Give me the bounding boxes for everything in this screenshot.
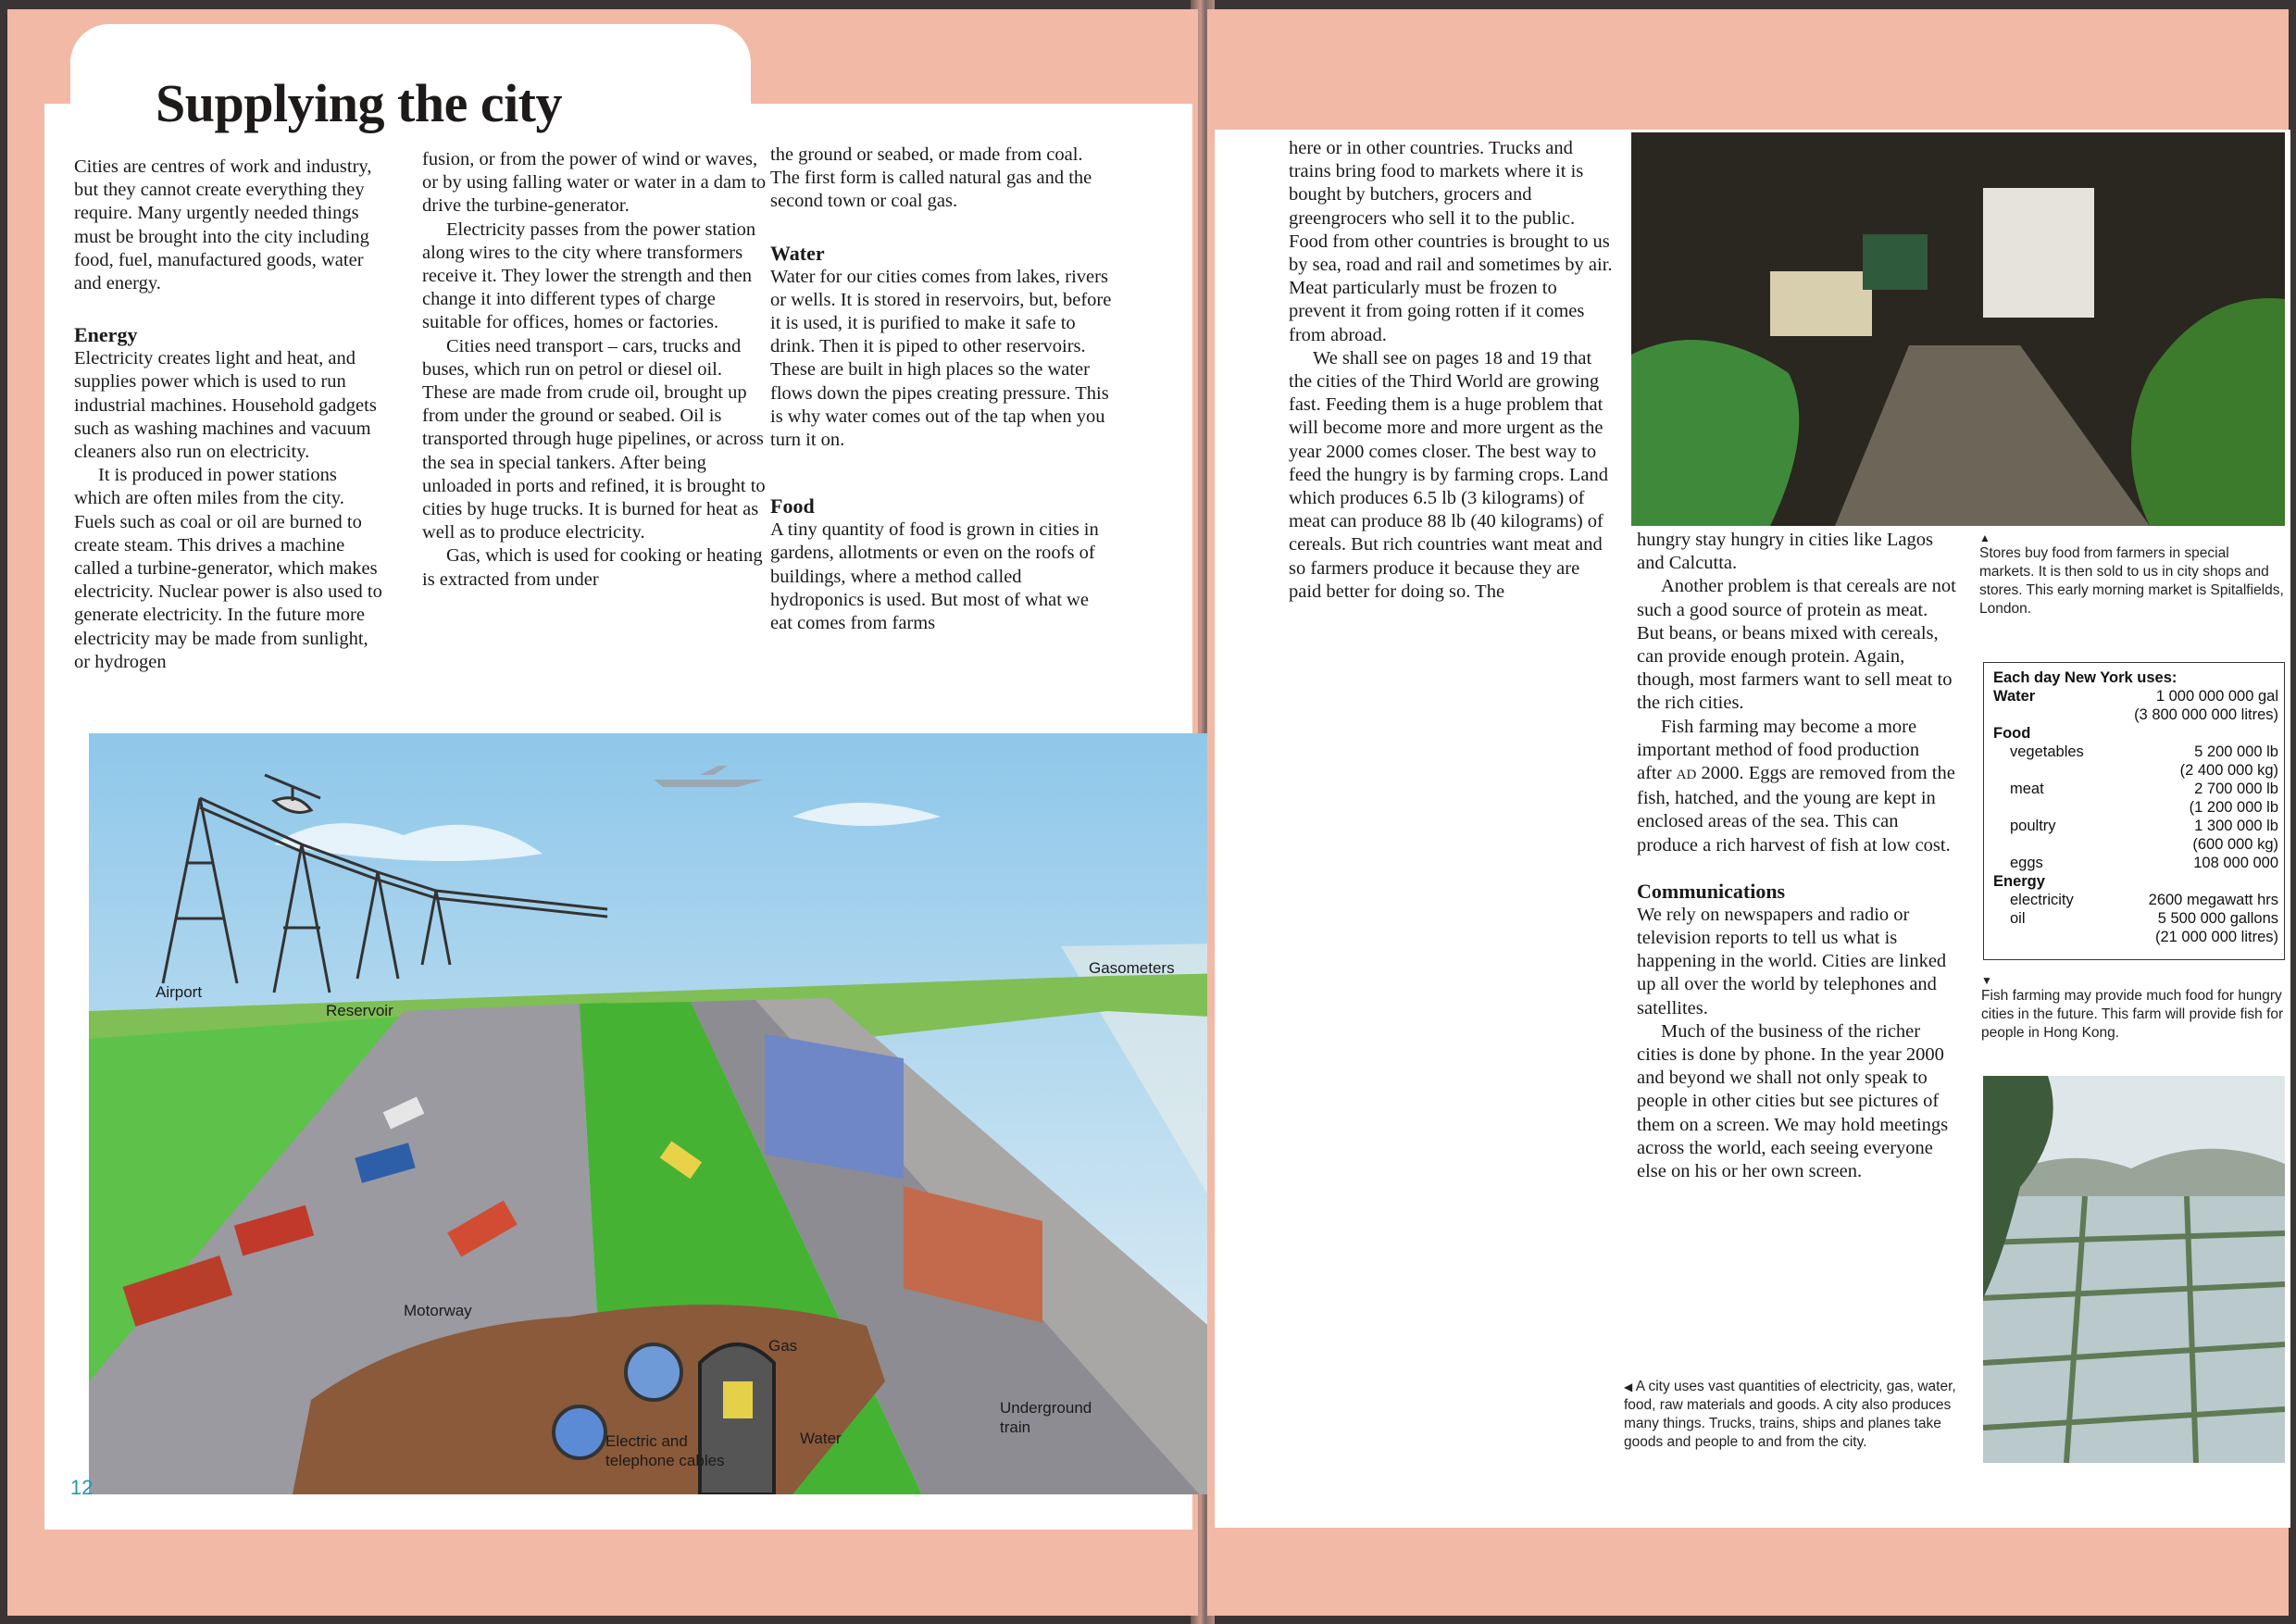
page-title: Supplying the city (156, 73, 562, 133)
ny-usage-value (2103, 872, 2278, 891)
market-photo (1631, 132, 2285, 526)
ny-usage-label (1993, 798, 2103, 817)
fish-farming-text-b: 2000. Eggs are removed from the fish, hatched, and the young are kept in enclosed areas of the sea. This can produce a rich harvest of fish at low cost. (1637, 763, 1955, 856)
energy-paragraph-1: Electricity creates light and heat, and supplies power which is used to run industrial machines. Household gadgets such as washing machines and vacuum cleaners also run on electricity. (74, 348, 377, 463)
column-2 (422, 148, 767, 592)
ny-usage-table (1993, 687, 2278, 946)
ny-usage-label: poultry (2010, 818, 2056, 834)
ny-usage-box (1983, 662, 2285, 960)
fish-farm-photo (1983, 1076, 2285, 1463)
ny-usage-value (2103, 724, 2278, 743)
column-4-paragraph-2: We shall see on pages 18 and 19 that the cities of the Third World are growing fast. Feeding them is a huge problem that will become more and more urgent as the year 2000 comes closer. The best way to feed the hungry is by farming crops. Land which produces 6.5 lb (3 kilograms) of meat can produce 88 lb (40 kilograms) of cereals. But rich countries want meat and so farmers produce it because they are paid better for doing so. The (1289, 347, 1608, 602)
ny-usage-row (1993, 872, 2278, 891)
label-water: Water (800, 1430, 842, 1447)
ny-usage-label: Energy (1993, 873, 2045, 890)
market-caption-text: Stores buy food from farmers in special markets. It is then sold to us in city shops and stores. This early morning market is Spitalfields, London. (1979, 545, 2284, 617)
fish-farm-caption (1981, 974, 2287, 1043)
ny-usage-row (1993, 854, 2278, 872)
city-caption (1624, 1378, 1974, 1452)
label-airport: Airport (156, 983, 203, 1001)
food-paragraph: A tiny quantity of food is grown in cities in gardens, allotments or even on the roofs of buildings, where a method called hydroponics is used. But most of what we eat comes from farms (770, 519, 1099, 634)
ny-usage-row (1993, 835, 2278, 854)
ny-usage-label: eggs (2010, 855, 2043, 871)
green-produce-left (1631, 340, 1799, 526)
ny-usage-row (1993, 706, 2278, 724)
ny-usage-row (1993, 687, 2278, 706)
ny-usage-label: meat (2010, 781, 2044, 797)
underground-train (723, 1381, 753, 1418)
ny-usage-value: 5 200 000 lb (2194, 743, 2278, 760)
ny-usage-label (1993, 928, 2103, 946)
market-lorry (1863, 234, 1928, 290)
ny-usage-value: (600 000 kg) (2192, 836, 2278, 853)
water-heading: Water (770, 241, 825, 265)
column-5-paragraph-1: hungry stay hungry in cities like Lagos and Calcutta. (1637, 530, 1933, 574)
communications-paragraph-2: Much of the business of the richer cities is done by phone. In the year 2000 and beyond we shall not only speak to people in other cities but see pictures of them on a screen. We may hold meetings across the world, each seeing everyone else on his or her own screen. (1637, 1020, 1949, 1182)
ny-usage-label: Water (1993, 688, 2036, 705)
energy-paragraph-2: It is produced in power stations which are often miles from the city. Fuels such as coal or oil are burned to create steam. This drives a machine called a turbine-generator, which makes electricity. Nuclear power is also used to generate electricity. In the future more electricity may be made from sunlight, or hydrogen (74, 465, 382, 672)
column-2-paragraph-3: Cities need transport – cars, trucks and buses, which run on petrol or diesel oil. These are made from crude oil, brought up from under the ground or seabed. Oil is transported through huge pipelines, or across the sea in special tankers. After being unloaded in ports and refined, it is brought to cities by huge trucks. It is burned for heat as well as to produce electricity. (422, 335, 766, 543)
label-cables: Electric and telephone cables (605, 1432, 725, 1469)
ny-usage-value: 2 700 000 lb (2194, 781, 2278, 797)
ny-usage-row (1993, 891, 2278, 909)
food-heading: Food (770, 494, 815, 518)
water-paragraph: Water for our cities comes from lakes, rivers or wells. It is stored in reservoirs, but, before it is used, it is purified to make it safe to drink. Then it is piped to other reservoirs. These are built in high places so the water flows down the pipes creating pressure. This is why water comes out of the tap when you turn it on. (770, 266, 1112, 451)
ny-usage-value: 1 300 000 lb (2194, 818, 2278, 834)
column-2-paragraph-1: fusion, or from the power of wind or waves, or by using falling water or water in a dam to drive the turbine-generator. (422, 149, 767, 217)
ny-usage-row (1993, 724, 2278, 743)
intro-paragraph: Cities are centres of work and industry, but they cannot create everything they require. Many urgently needed things must be brought into the city including food, fuel, manufactured goods, water and energy. (74, 156, 372, 294)
office-building (765, 1034, 904, 1179)
ny-usage-value: (3 800 000 000 litres) (2134, 706, 2278, 723)
ny-usage-value: (2 400 000 kg) (2179, 762, 2278, 779)
communications-heading: Communications (1637, 879, 1786, 903)
column-3 (770, 144, 1113, 635)
city-caption-text: A city uses vast quantities of electricity, gas, water, food, raw materials and goods. A city also produces many things. Trucks, trains, ships and planes take goods and people to and from the city. (1624, 1379, 1956, 1450)
ny-usage-label: oil (2010, 910, 2026, 927)
ny-usage-value: 108 000 000 (2193, 855, 2278, 871)
ny-usage-row (1993, 817, 2278, 835)
market-crates (1770, 271, 1872, 336)
ny-usage-row (1993, 798, 2278, 817)
market-caption (1979, 531, 2285, 618)
ny-usage-label (1993, 835, 2103, 854)
ny-usage-value: (1 200 000 lb (2189, 799, 2278, 816)
communications-paragraph-1: We rely on newspapers and radio or television reports to tell us what is happening in the world. Cities are linked up all over the world by telephones and satellites. (1637, 904, 1947, 1018)
column-5 (1637, 529, 1956, 1183)
label-gasometers: Gasometers (1089, 959, 1175, 977)
column-2-paragraph-2: Electricity passes from the power station along wires to the city where transformers receive it. They lower the strength and then change it into different types of charge suitable for offices, homes or factories. (422, 219, 756, 333)
ny-usage-label: Food (1993, 725, 2031, 742)
ny-usage-value: (21 000 000 litres) (2155, 929, 2278, 945)
ny-usage-label (1993, 761, 2103, 780)
ny-usage-value: 1 000 000 000 gal (2155, 688, 2278, 705)
ny-usage-value: 5 500 000 gallons (2157, 910, 2278, 927)
column-5-paragraph-3 (1637, 716, 1956, 857)
caption-down-arrow: ▼ (1981, 974, 1992, 987)
label-reservoir: Reservoir (326, 1002, 393, 1019)
water-pipe (554, 1406, 605, 1458)
label-motorway: Motorway (404, 1302, 472, 1319)
caption-up-arrow: ▲ (1979, 531, 1990, 544)
energy-heading: Energy (74, 323, 138, 347)
column-3-paragraph-1: the ground or seabed, or made from coal. The first form is called natural gas and the second town or coal gas. (770, 144, 1092, 212)
underground-tunnel (700, 1344, 774, 1494)
caption-left-arrow: ◀ (1624, 1380, 1633, 1393)
market-boxes (1983, 188, 2094, 318)
label-gas: Gas (768, 1337, 798, 1355)
ny-usage-row (1993, 780, 2278, 798)
ny-usage-label (1993, 706, 2103, 724)
ny-usage-row (1993, 761, 2278, 780)
era-abbreviation: AD (1676, 768, 1697, 783)
ny-usage-row (1993, 909, 2278, 928)
column-5-paragraph-2: Another problem is that cereals are not such a good source of protein as meat. But beans, or beans mixed with cereals, can provide enough protein. Again, though, most farmers want to sell meat to the rich cities. (1637, 576, 1956, 714)
ny-usage-label: electricity (2010, 892, 2074, 908)
column-2-paragraph-4: Gas, which is used for cooking or heating is extracted from under (422, 545, 763, 590)
page-number: 12 (70, 1476, 94, 1499)
fish-farm-caption-text: Fish farming may provide much food for hungry cities in the future. This farm will provide fish for people in Hong Kong. (1981, 988, 2284, 1041)
column-1 (74, 156, 384, 674)
ny-usage-row (1993, 743, 2278, 761)
column-4 (1289, 137, 1613, 604)
ny-usage-value: 2600 megawatt hrs (2148, 892, 2278, 908)
label-underground: Underground train (1000, 1399, 1092, 1436)
gas-pipe (626, 1344, 681, 1400)
ny-usage-row (1993, 928, 2278, 946)
ny-usage-label: vegetables (2010, 743, 2084, 760)
fish-farming-text-a: Fish farming may become a more important method of food production after (1637, 716, 1920, 784)
column-4-paragraph-1: here or in other countries. Trucks and trains bring food to markets where it is bought by butchers, grocers and greengrocers who sell it to the public. Food from other countries is brought to us by sea, road and rail and sometimes by air. Meat particularly must be frozen to prevent it from going rotten if it comes from abroad. (1289, 138, 1613, 345)
ny-usage-heading: Each day New York uses: (1993, 669, 2177, 686)
